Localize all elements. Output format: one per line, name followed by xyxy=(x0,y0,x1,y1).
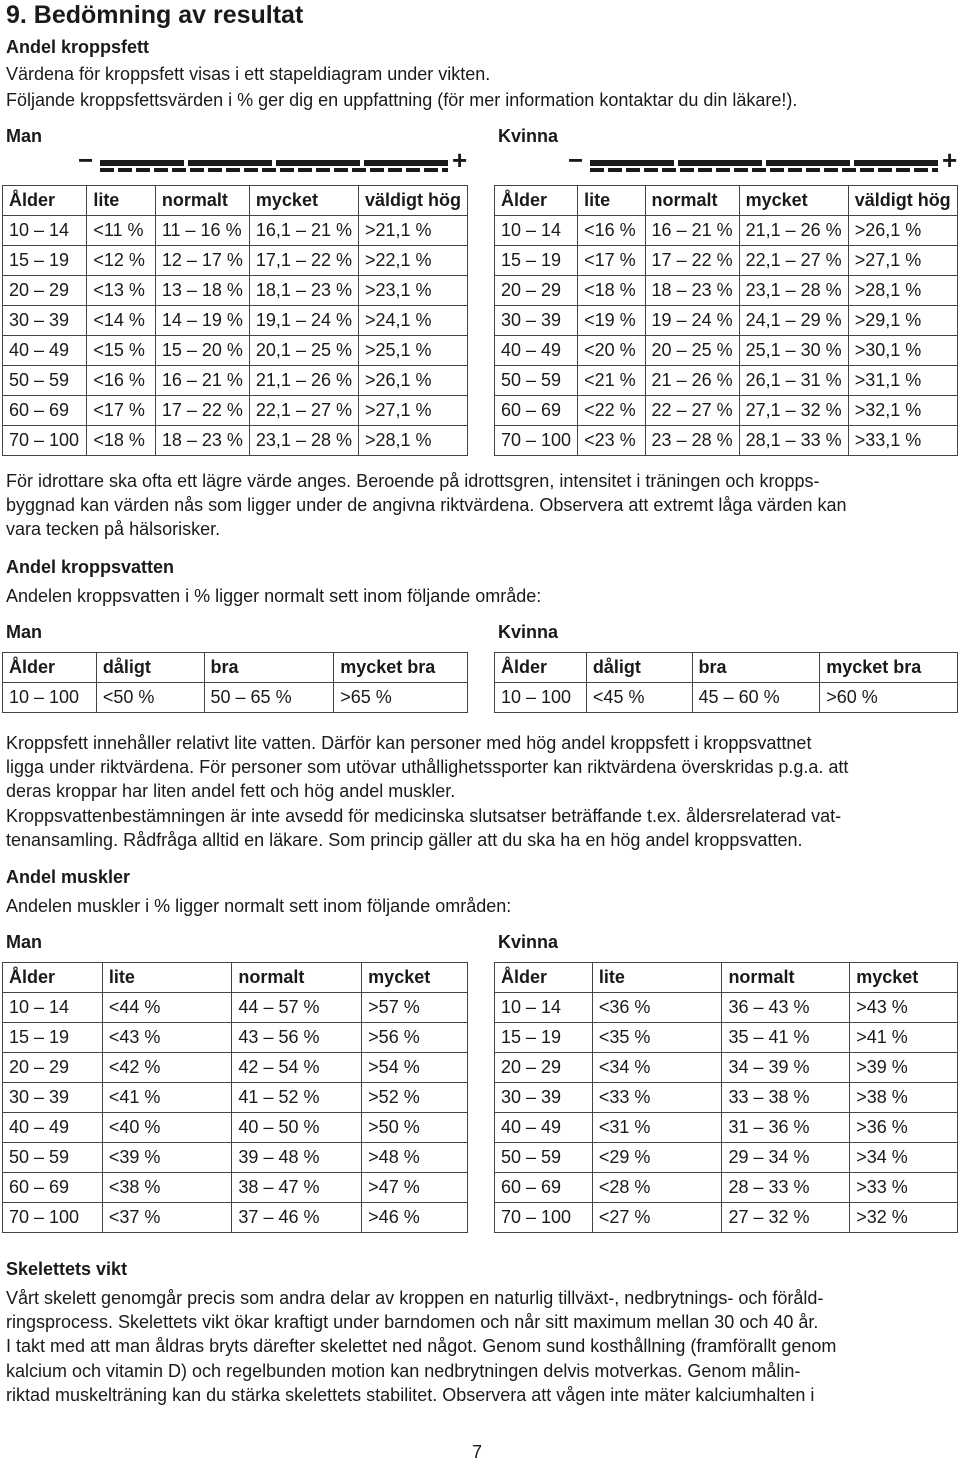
muscle-man-label: Man xyxy=(6,932,42,952)
table-row xyxy=(495,1173,958,1203)
table-cell: 21,1 – 26 % xyxy=(739,216,848,246)
table-cell: 18,1 – 23 % xyxy=(249,276,358,306)
table-cell: 38 – 47 % xyxy=(232,1173,362,1203)
fat-table-woman xyxy=(494,185,958,456)
water-table-woman xyxy=(494,652,958,713)
table-header-row xyxy=(3,653,468,683)
fat-intro-1: Värdena för kroppsfett visas i ett stapeldiagram under vikten. xyxy=(6,64,491,84)
table-cell: 27 – 32 % xyxy=(722,1203,850,1233)
table-cell: <37 % xyxy=(102,1203,232,1233)
table-row xyxy=(3,1203,468,1233)
skeleton-heading: Skelettets vikt xyxy=(6,1259,128,1279)
table-cell: 20 – 25 % xyxy=(645,336,739,366)
table-cell: 30 – 39 xyxy=(3,1083,103,1113)
table-cell: 30 – 39 xyxy=(3,306,87,336)
table-row xyxy=(495,336,958,366)
column-header: mycket bra xyxy=(820,653,958,683)
table-cell: <40 % xyxy=(102,1113,232,1143)
table-cell: 50 – 65 % xyxy=(204,683,334,713)
muscle-heading: Andel muskler xyxy=(6,867,131,887)
water-note-line: tenansamling. Rådfråga alltid en läkare. Som princip gäller att du ska ha en hög andel kroppsvatten. xyxy=(6,829,803,850)
table-header-row xyxy=(3,963,468,993)
table-cell: >36 % xyxy=(850,1113,958,1143)
table-row xyxy=(3,1113,468,1143)
table-cell: 50 – 59 xyxy=(495,366,578,396)
column-header: mycket bra xyxy=(334,653,468,683)
table-cell: 23 – 28 % xyxy=(645,426,739,456)
table-cell: >26,1 % xyxy=(358,366,467,396)
table-cell: >21,1 % xyxy=(358,216,467,246)
table-row xyxy=(3,1053,468,1083)
table-cell: >33,1 % xyxy=(848,426,957,456)
table-row xyxy=(3,426,468,456)
column-header: mycket xyxy=(850,963,958,993)
table-cell: 40 – 49 xyxy=(495,1113,593,1143)
table-cell: 70 – 100 xyxy=(495,426,578,456)
table-cell: <20 % xyxy=(578,336,645,366)
table-cell: 34 – 39 % xyxy=(722,1053,850,1083)
table-cell: >38 % xyxy=(850,1083,958,1113)
table-cell: <28 % xyxy=(592,1173,722,1203)
water-man-label: Man xyxy=(6,622,42,642)
muscle-table-woman xyxy=(494,962,958,1233)
table-row xyxy=(495,246,958,276)
table-cell: 20 – 29 xyxy=(495,1053,593,1083)
table-cell: >29,1 % xyxy=(848,306,957,336)
column-header: dåligt xyxy=(586,653,692,683)
column-header: lite xyxy=(592,963,722,993)
column-header: dåligt xyxy=(96,653,204,683)
scale-minus-icon: − xyxy=(568,145,584,175)
table-cell: 15 – 20 % xyxy=(155,336,249,366)
column-header: bra xyxy=(204,653,334,683)
table-row xyxy=(3,306,468,336)
table-cell: <31 % xyxy=(592,1113,722,1143)
table-cell: 21,1 – 26 % xyxy=(249,366,358,396)
table-row xyxy=(495,1053,958,1083)
column-header: väldigt hög xyxy=(848,186,957,216)
table-cell: <35 % xyxy=(592,1023,722,1053)
table-cell: 23,1 – 28 % xyxy=(249,426,358,456)
scale-segment-ticks xyxy=(590,168,938,172)
column-header: Ålder xyxy=(495,963,593,993)
table-cell: <41 % xyxy=(102,1083,232,1113)
table-cell: 14 – 19 % xyxy=(155,306,249,336)
table-cell: >28,1 % xyxy=(358,426,467,456)
table-cell: 16,1 – 21 % xyxy=(249,216,358,246)
table-cell: 10 – 100 xyxy=(495,683,587,713)
column-header: normalt xyxy=(155,186,249,216)
scale-segment-mycket xyxy=(276,160,360,166)
water-note-line: ligga under riktvärdena. För personer som utövar uthållighetssporter kan riktvärdena överskridas p.g.a. att xyxy=(6,757,849,778)
table-cell: 45 – 60 % xyxy=(692,683,820,713)
table-cell: >39 % xyxy=(850,1053,958,1083)
column-header: normalt xyxy=(645,186,739,216)
table-row xyxy=(495,366,958,396)
table-cell: >28,1 % xyxy=(848,276,957,306)
table-row xyxy=(495,1113,958,1143)
table-row xyxy=(495,306,958,336)
table-row xyxy=(3,216,468,246)
table-cell: <44 % xyxy=(102,993,232,1023)
table-cell: >27,1 % xyxy=(358,396,467,426)
table-row xyxy=(3,1023,468,1053)
table-row xyxy=(3,396,468,426)
table-cell: 18 – 23 % xyxy=(645,276,739,306)
table-cell: 44 – 57 % xyxy=(232,993,362,1023)
table-cell: 25,1 – 30 % xyxy=(739,336,848,366)
table-cell: 10 – 14 xyxy=(495,993,593,1023)
table-cell: 24,1 – 29 % xyxy=(739,306,848,336)
table-row xyxy=(3,336,468,366)
table-cell: 17 – 22 % xyxy=(645,246,739,276)
scale-segment-lite xyxy=(100,160,184,166)
table-cell: 22 – 27 % xyxy=(645,396,739,426)
scale-segment-normalt xyxy=(678,160,762,166)
water-woman-label: Kvinna xyxy=(498,622,559,642)
table-row xyxy=(495,426,958,456)
table-cell: 15 – 19 xyxy=(495,246,578,276)
table-cell: <11 % xyxy=(87,216,156,246)
table-cell: 50 – 59 xyxy=(495,1143,593,1173)
scale-minus-icon: − xyxy=(78,145,94,175)
table-cell: >27,1 % xyxy=(848,246,957,276)
column-header: lite xyxy=(87,186,156,216)
table-cell: <18 % xyxy=(87,426,156,456)
table-cell: <16 % xyxy=(87,366,156,396)
table-row xyxy=(3,246,468,276)
column-header: väldigt hög xyxy=(358,186,467,216)
table-cell: 50 – 59 xyxy=(3,1143,103,1173)
table-cell: 30 – 39 xyxy=(495,306,578,336)
table-row xyxy=(495,1023,958,1053)
muscle-woman-label: Kvinna xyxy=(498,932,559,952)
table-cell: >25,1 % xyxy=(358,336,467,366)
table-row xyxy=(3,683,468,713)
column-header: normalt xyxy=(722,963,850,993)
column-header: mycket xyxy=(362,963,468,993)
table-cell: 27,1 – 32 % xyxy=(739,396,848,426)
table-cell: 60 – 69 xyxy=(3,396,87,426)
table-cell: <50 % xyxy=(96,683,204,713)
table-row xyxy=(495,993,958,1023)
table-cell: >33 % xyxy=(850,1173,958,1203)
table-header-row xyxy=(3,186,468,216)
table-cell: 33 – 38 % xyxy=(722,1083,850,1113)
table-cell: <34 % xyxy=(592,1053,722,1083)
table-row xyxy=(495,276,958,306)
muscle-intro: Andelen muskler i % ligger normalt sett inom följande områden: xyxy=(6,896,512,916)
scale-segment-mycket xyxy=(766,160,850,166)
fat-heading: Andel kroppsfett xyxy=(6,37,150,57)
scale-plus-icon: + xyxy=(942,145,958,175)
column-header: mycket xyxy=(249,186,358,216)
table-cell: <29 % xyxy=(592,1143,722,1173)
table-cell: 40 – 50 % xyxy=(232,1113,362,1143)
table-row xyxy=(3,366,468,396)
table-cell: <42 % xyxy=(102,1053,232,1083)
fat-scale-man xyxy=(78,145,472,180)
table-cell: 50 – 59 xyxy=(3,366,87,396)
table-cell: 40 – 49 xyxy=(3,336,87,366)
column-header: bra xyxy=(692,653,820,683)
table-cell: 20,1 – 25 % xyxy=(249,336,358,366)
scale-segment-valdigt-hog xyxy=(364,160,448,166)
fat-intro-2: Följande kroppsfettsvärden i % ger dig en uppfattning (för mer information kontaktar du din läkare!). xyxy=(6,90,798,110)
table-cell: <16 % xyxy=(578,216,645,246)
water-note-line: Kroppsvattenbestämningen är inte avsedd för medicinska slutsatser beträffande t.ex. åldersrelaterad vat- xyxy=(6,805,842,826)
table-cell: >57 % xyxy=(362,993,468,1023)
column-header: Ålder xyxy=(495,186,578,216)
column-header: normalt xyxy=(232,963,362,993)
table-cell: 20 – 29 xyxy=(495,276,578,306)
water-note-line: deras kroppar har liten andel fett och hög andel muskler. xyxy=(6,781,456,802)
table-cell: 23,1 – 28 % xyxy=(739,276,848,306)
table-cell: 60 – 69 xyxy=(3,1173,103,1203)
table-cell: >30,1 % xyxy=(848,336,957,366)
table-cell: 18 – 23 % xyxy=(155,426,249,456)
table-header-row xyxy=(495,963,958,993)
page-title: 9. Bedömning av resultat xyxy=(6,1,304,29)
column-header: Ålder xyxy=(3,186,87,216)
table-cell: <15 % xyxy=(87,336,156,366)
skeleton-text-line: riktad muskelträning kan du stärka skelettets stabilitet. Observera att vågen inte mäter kalciumhalten i xyxy=(6,1384,815,1405)
table-cell: >41 % xyxy=(850,1023,958,1053)
table-cell: 39 – 48 % xyxy=(232,1143,362,1173)
table-row xyxy=(3,1083,468,1113)
table-cell: 13 – 18 % xyxy=(155,276,249,306)
skeleton-text-line: Vårt skelett genomgår precis som andra delar av kroppen en naturlig tillväxt-, nedbrytnings- och föråld- xyxy=(6,1288,824,1308)
table-cell: >32,1 % xyxy=(848,396,957,426)
table-cell: >47 % xyxy=(362,1173,468,1203)
table-header-row xyxy=(495,186,958,216)
fat-note xyxy=(6,469,847,542)
table-cell: 15 – 19 xyxy=(3,246,87,276)
table-cell: 41 – 52 % xyxy=(232,1083,362,1113)
table-cell: 19 – 24 % xyxy=(645,306,739,336)
table-row xyxy=(3,1173,468,1203)
column-header: lite xyxy=(102,963,232,993)
table-cell: <17 % xyxy=(578,246,645,276)
column-header: mycket xyxy=(739,186,848,216)
column-header: Ålder xyxy=(495,653,587,683)
table-cell: 70 – 100 xyxy=(3,1203,103,1233)
table-cell: 16 – 21 % xyxy=(155,366,249,396)
table-cell: 10 – 100 xyxy=(3,683,97,713)
table-cell: 10 – 14 xyxy=(3,216,87,246)
table-cell: 36 – 43 % xyxy=(722,993,850,1023)
skeleton-text-line: ringsprocess. Skelettets vikt ökar kraftigt under barndomen och når sitt maximum mellan 30 och 40 år. xyxy=(6,1312,819,1333)
table-row xyxy=(495,396,958,426)
muscle-table-man xyxy=(2,962,468,1233)
table-cell: 35 – 41 % xyxy=(722,1023,850,1053)
table-cell: >23,1 % xyxy=(358,276,467,306)
table-cell: 11 – 16 % xyxy=(155,216,249,246)
fat-man-label: Man xyxy=(6,126,42,146)
table-cell: <33 % xyxy=(592,1083,722,1113)
table-cell: <45 % xyxy=(586,683,692,713)
fat-note-line: vara tecken på hälsorisker. xyxy=(6,519,221,540)
table-cell: <21 % xyxy=(578,366,645,396)
table-header-row xyxy=(495,653,958,683)
table-row xyxy=(3,276,468,306)
scale-plus-icon: + xyxy=(452,145,468,175)
table-cell: >43 % xyxy=(850,993,958,1023)
table-cell: >48 % xyxy=(362,1143,468,1173)
table-cell: 10 – 14 xyxy=(495,216,578,246)
table-cell: 16 – 21 % xyxy=(645,216,739,246)
table-cell: <43 % xyxy=(102,1023,232,1053)
table-cell: 19,1 – 24 % xyxy=(249,306,358,336)
table-cell: <23 % xyxy=(578,426,645,456)
water-heading: Andel kroppsvatten xyxy=(6,557,175,577)
table-cell: <39 % xyxy=(102,1143,232,1173)
table-cell: 26,1 – 31 % xyxy=(739,366,848,396)
fat-table-man xyxy=(2,185,468,456)
table-row xyxy=(495,1203,958,1233)
table-row xyxy=(3,1143,468,1173)
table-cell: >65 % xyxy=(334,683,468,713)
table-cell: 20 – 29 xyxy=(3,276,87,306)
table-cell: <38 % xyxy=(102,1173,232,1203)
fat-scale-woman xyxy=(568,145,960,180)
table-cell: >22,1 % xyxy=(358,246,467,276)
table-cell: >26,1 % xyxy=(848,216,957,246)
table-cell: 30 – 39 xyxy=(495,1083,593,1113)
table-cell: 10 – 14 xyxy=(3,993,103,1023)
table-row xyxy=(495,1083,958,1113)
table-cell: <12 % xyxy=(87,246,156,276)
table-cell: 21 – 26 % xyxy=(645,366,739,396)
column-header: Ålder xyxy=(3,963,103,993)
table-cell: >56 % xyxy=(362,1023,468,1053)
table-cell: >32 % xyxy=(850,1203,958,1233)
table-cell: 15 – 19 xyxy=(495,1023,593,1053)
table-cell: <22 % xyxy=(578,396,645,426)
table-cell: 22,1 – 27 % xyxy=(739,246,848,276)
water-note xyxy=(6,731,848,852)
scale-segment-normalt xyxy=(188,160,272,166)
table-cell: 40 – 49 xyxy=(3,1113,103,1143)
water-intro: Andelen kroppsvatten i % ligger normalt sett inom följande område: xyxy=(6,586,542,606)
table-cell: 60 – 69 xyxy=(495,396,578,426)
scale-segment-ticks xyxy=(100,168,448,172)
table-row xyxy=(495,683,958,713)
table-cell: <14 % xyxy=(87,306,156,336)
fat-woman-label: Kvinna xyxy=(498,126,559,146)
water-table-man xyxy=(2,652,468,713)
table-cell: 15 – 19 xyxy=(3,1023,103,1053)
column-header: Ålder xyxy=(3,653,97,683)
table-cell: 40 – 49 xyxy=(495,336,578,366)
table-cell: 70 – 100 xyxy=(3,426,87,456)
table-cell: >54 % xyxy=(362,1053,468,1083)
scale-segment-valdigt-hog xyxy=(854,160,938,166)
page-number: 7 xyxy=(472,1442,483,1462)
table-cell: 37 – 46 % xyxy=(232,1203,362,1233)
table-cell: 29 – 34 % xyxy=(722,1143,850,1173)
table-cell: 12 – 17 % xyxy=(155,246,249,276)
table-cell: 17,1 – 22 % xyxy=(249,246,358,276)
table-cell: 28 – 33 % xyxy=(722,1173,850,1203)
table-cell: 60 – 69 xyxy=(495,1173,593,1203)
table-cell: <13 % xyxy=(87,276,156,306)
table-row xyxy=(3,993,468,1023)
water-note-line: Kroppsfett innehåller relativt lite vatten. Därför kan personer med hög andel kroppsfett i kroppsvattnet xyxy=(6,733,812,753)
skeleton-text-line: kalcium och vitamin D) och regelbunden motion kan nedbrytningen delvis motverkas. Genom målin- xyxy=(6,1360,801,1381)
table-cell: 70 – 100 xyxy=(495,1203,593,1233)
table-cell: >52 % xyxy=(362,1083,468,1113)
column-header: lite xyxy=(578,186,645,216)
table-cell: <17 % xyxy=(87,396,156,426)
table-cell: 20 – 29 xyxy=(3,1053,103,1083)
skeleton-text xyxy=(6,1286,836,1407)
table-cell: >31,1 % xyxy=(848,366,957,396)
table-cell: >50 % xyxy=(362,1113,468,1143)
table-cell: >34 % xyxy=(850,1143,958,1173)
table-cell: <19 % xyxy=(578,306,645,336)
table-cell: 42 – 54 % xyxy=(232,1053,362,1083)
table-cell: 17 – 22 % xyxy=(155,396,249,426)
fat-note-line: byggnad kan värden nås som ligger under de angivna riktvärdena. Observera att extremt låga värden kan xyxy=(6,495,847,516)
table-cell: <18 % xyxy=(578,276,645,306)
table-cell: 31 – 36 % xyxy=(722,1113,850,1143)
fat-note-line: För idrottare ska ofta ett lägre värde anges. Beroende på idrottsgren, intensitet i träningen och kropps- xyxy=(6,471,820,491)
table-cell: 22,1 – 27 % xyxy=(249,396,358,426)
table-cell: >46 % xyxy=(362,1203,468,1233)
table-cell: >60 % xyxy=(820,683,958,713)
skeleton-text-line: I takt med att man åldras bryts därefter skelettet ned något. Genom sund kosthållning (framförallt genom xyxy=(6,1336,837,1357)
table-row xyxy=(495,216,958,246)
table-cell: <27 % xyxy=(592,1203,722,1233)
table-cell: 43 – 56 % xyxy=(232,1023,362,1053)
table-cell: >24,1 % xyxy=(358,306,467,336)
table-cell: 28,1 – 33 % xyxy=(739,426,848,456)
table-row xyxy=(495,1143,958,1173)
table-cell: <36 % xyxy=(592,993,722,1023)
scale-segment-lite xyxy=(590,160,674,166)
